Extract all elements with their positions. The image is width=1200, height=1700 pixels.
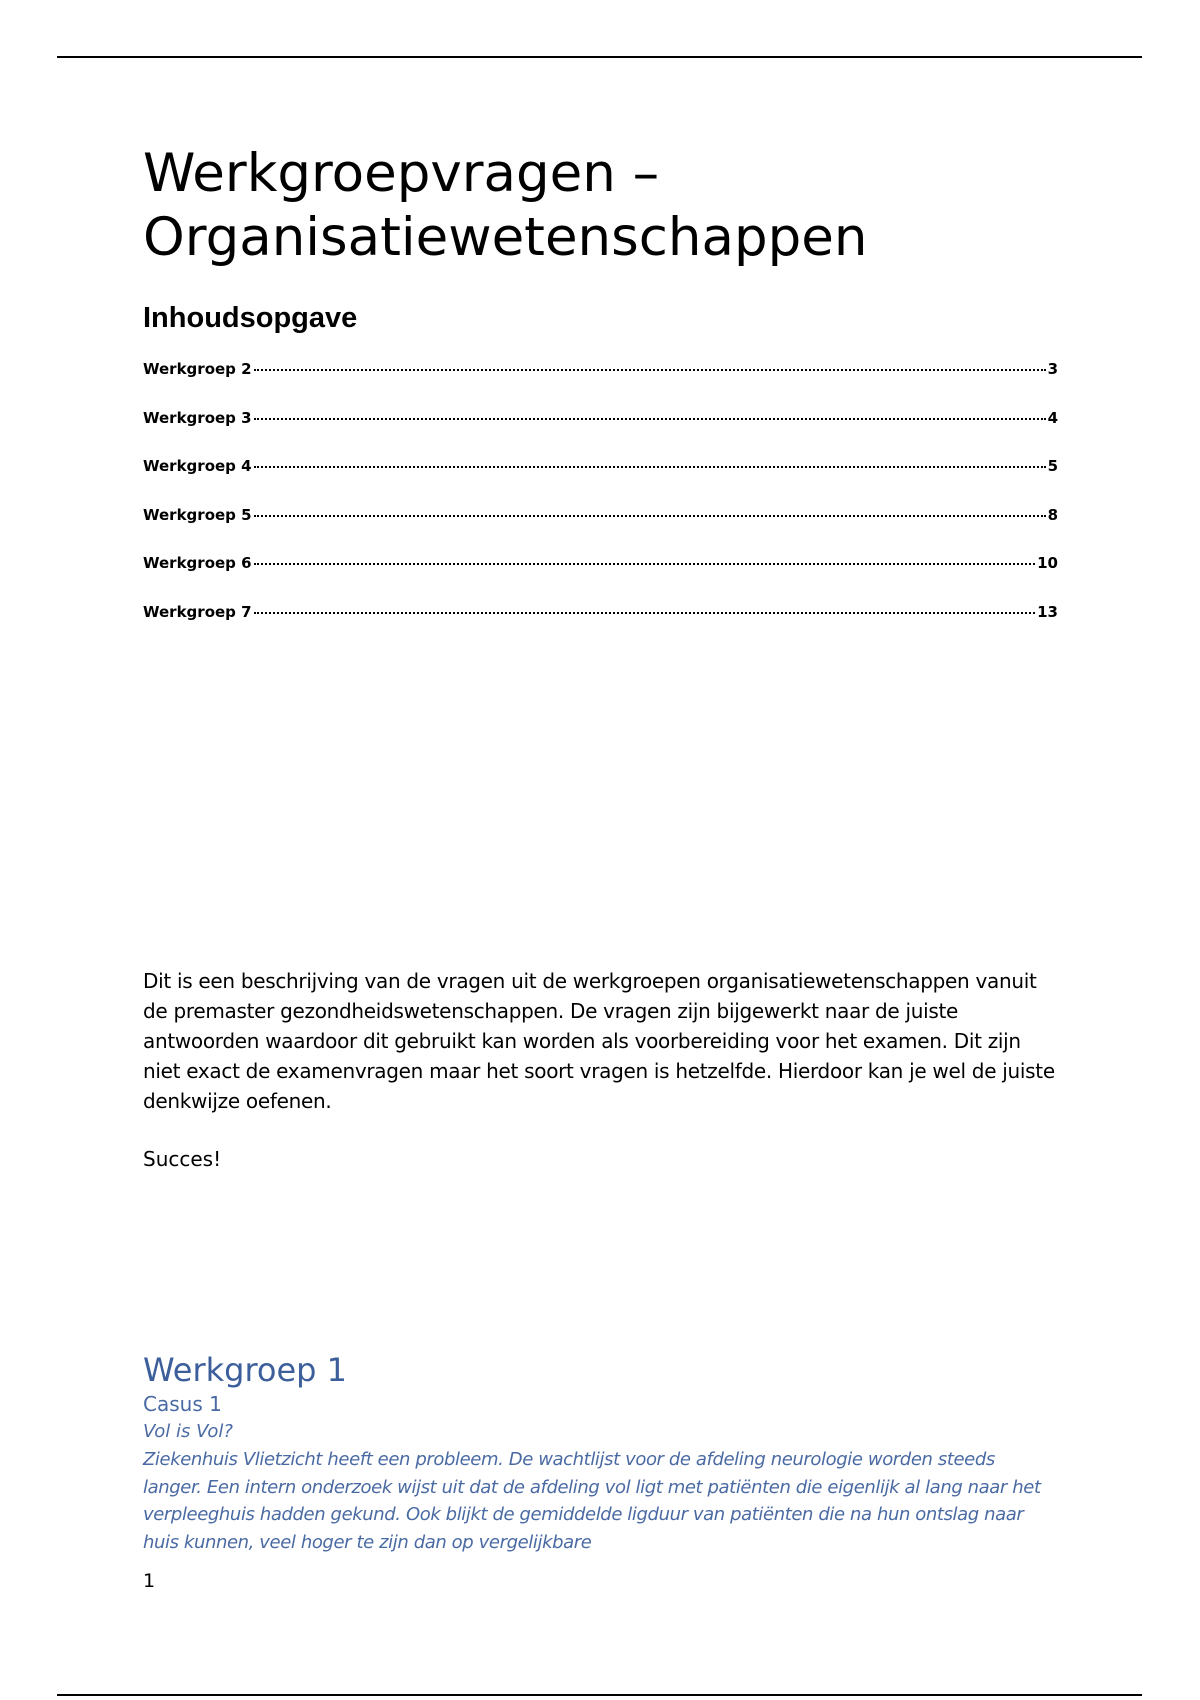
toc-leader-dots (254, 369, 1046, 371)
toc-entry-label: Werkgroep 5 (143, 505, 252, 524)
toc-entry-page: 13 (1037, 602, 1058, 621)
top-rule (57, 56, 1142, 58)
toc-leader-dots (254, 563, 1036, 565)
toc-entry-page: 4 (1047, 408, 1058, 427)
toc-entry-werkgroep-6[interactable] (143, 554, 1058, 603)
toc-entry-werkgroep-7[interactable] (143, 603, 1058, 652)
toc-entry-werkgroep-2[interactable] (143, 360, 1058, 409)
case-title: Vol is Vol? (143, 1421, 233, 1442)
toc-heading: Inhoudsopgave (143, 302, 358, 334)
toc-leader-dots (254, 466, 1046, 468)
section-werkgroep-1 (143, 1350, 1058, 1556)
toc-entry-label: Werkgroep 4 (143, 457, 252, 476)
toc-entry-page: 8 (1047, 505, 1058, 524)
intro-paragraph: Dit is een beschrijving van de vragen uit de werkgroepen organisatiewetenschappen vanuit de premaster gezondheidswetenschappen. De vragen zijn bijgewerkt naar de juiste antwoorden waardoor dit gebruikt kan worden als voorbereiding voor het examen. Dit zijn niet exact de examenvragen maar het soort vragen is hetzelfde. Hierdoor kan je wel de juiste denkwijze oefenen. (143, 969, 1055, 1113)
document-title: Werkgroepvragen – Organisatiewetenschappen (143, 143, 868, 268)
table-of-contents (143, 360, 1058, 652)
toc-entry-werkgroep-5[interactable] (143, 506, 1058, 555)
toc-entry-page: 5 (1047, 457, 1058, 476)
toc-entry-label: Werkgroep 6 (143, 554, 252, 573)
toc-leader-dots (254, 418, 1046, 420)
case-body: Ziekenhuis Vlietzicht heeft een probleem. De wachtlijst voor de afdeling neurologie worden steeds langer. Een intern onderzoek wijst uit dat de afdeling vol ligt met patiënten die eigenlijk al lang naar het verpleeghuis hadden gekund. Ook blijkt de gemiddelde ligduur van patiënten die na hun ontslag naar huis kunnen, veel hoger te zijn dan op vergelijkbare (143, 1449, 1041, 1553)
toc-entry-label: Werkgroep 2 (143, 360, 252, 378)
section-subheading: Casus 1 (143, 1392, 222, 1416)
toc-entry-werkgroep-3[interactable] (143, 409, 1058, 458)
toc-entry-label: Werkgroep 3 (143, 408, 252, 427)
toc-leader-dots (254, 612, 1036, 614)
toc-entry-werkgroep-4[interactable] (143, 457, 1058, 506)
toc-entry-page: 10 (1037, 554, 1058, 573)
toc-leader-dots (254, 515, 1046, 517)
section-heading: Werkgroep 1 (143, 1351, 348, 1389)
toc-entry-label: Werkgroep 7 (143, 602, 252, 621)
bottom-rule (57, 1694, 1142, 1696)
page-number: 1 (143, 1570, 156, 1592)
toc-entry-page: 3 (1047, 360, 1058, 378)
closing-text: Succes! (143, 1147, 222, 1171)
